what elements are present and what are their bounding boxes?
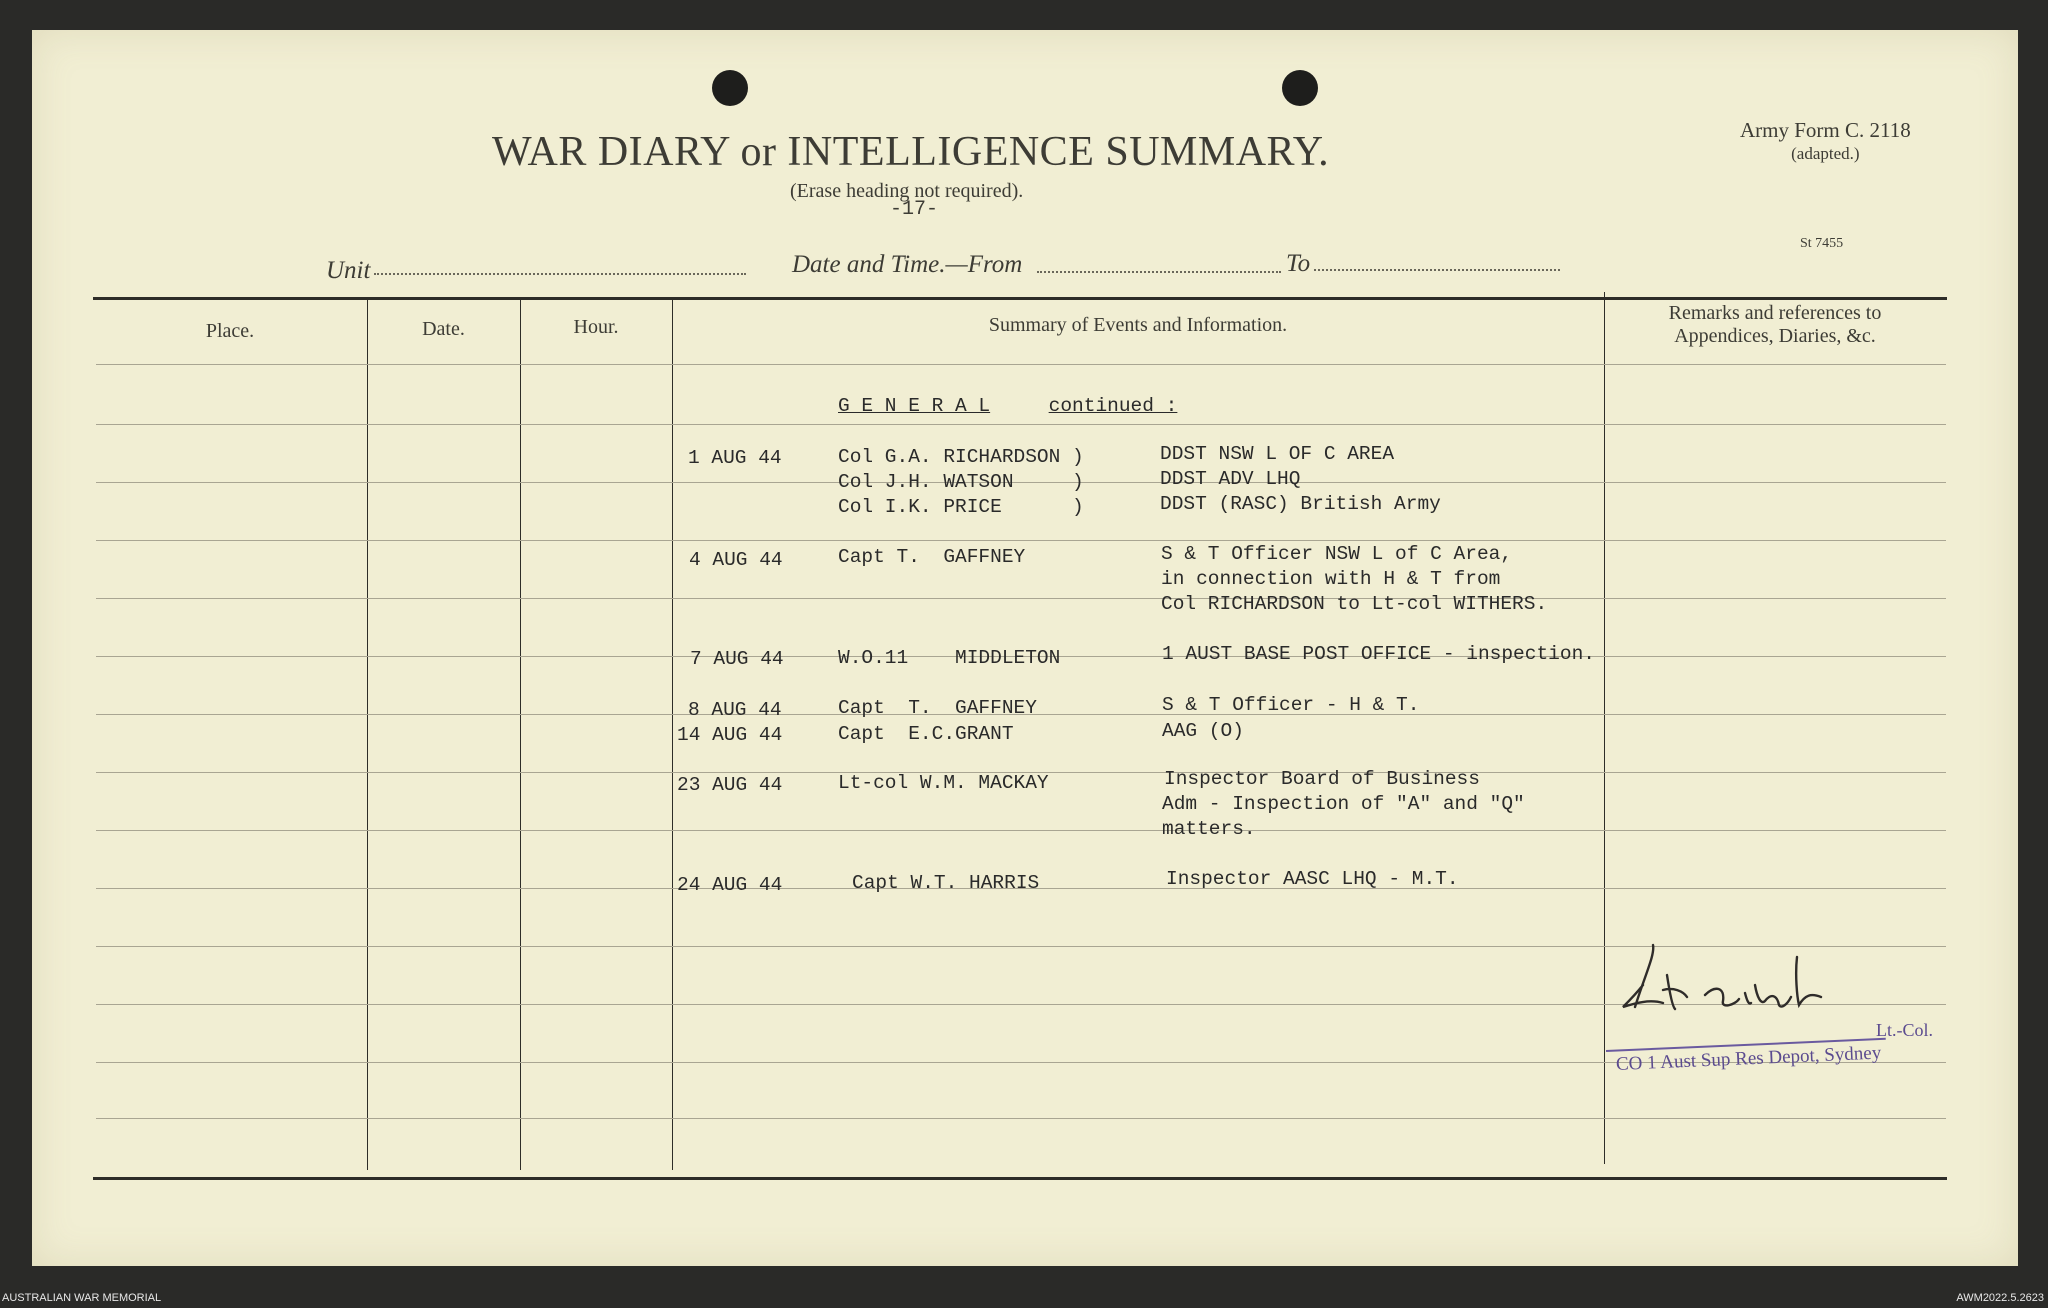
entry-person: Lt-col W.M. MACKAY <box>838 772 1049 794</box>
date-time-from-label: Date and Time.—From <box>792 251 1023 278</box>
entry-person: Capt W.T. HARRIS <box>852 872 1040 894</box>
army-form-label <box>1740 118 1911 166</box>
column-header-summary: Summary of Events and Information. <box>988 314 1288 336</box>
column-divider-place <box>367 298 368 1170</box>
entry-detail: Inspector Board of Business <box>1164 768 1480 790</box>
section-heading <box>838 394 1177 419</box>
ruled-line <box>96 424 1946 425</box>
ruled-line <box>96 598 1946 599</box>
column-header-remarks <box>1604 302 1946 348</box>
remarks-header-line-2: Appendices, Diaries, &c. <box>1674 325 1876 347</box>
signature-rank: Lt.-Col. <box>1876 1020 1933 1040</box>
entry-detail: matters. <box>1162 818 1256 840</box>
entry-detail: Adm - Inspection of "A" and "Q" <box>1162 793 1525 815</box>
column-divider-date <box>520 298 521 1170</box>
punch-hole-right <box>1282 70 1318 106</box>
entry-date: 4 AUG 44 <box>689 549 783 571</box>
footer-reference: AWM2022.5.2623 <box>1956 1292 2044 1304</box>
column-divider-hour <box>672 298 673 1170</box>
entry-detail: S & T Officer - H & T. <box>1162 694 1420 716</box>
section-heading-general: G E N E R A L <box>838 395 991 417</box>
army-form-adapted: (adapted.) <box>1791 144 1860 163</box>
unit-label: Unit <box>326 257 371 284</box>
entry-person: W.O.11 MIDDLETON <box>838 647 1061 669</box>
table-top-border <box>93 297 1947 300</box>
entry-date: 23 AUG 44 <box>677 774 783 796</box>
entry-date: 1 AUG 44 <box>688 447 782 469</box>
ruled-line <box>96 364 1946 365</box>
entry-date: 7 AUG 44 <box>690 648 784 670</box>
entry-detail: AAG (O) <box>1162 720 1244 742</box>
to-label: To <box>1286 250 1311 277</box>
stock-number: St 7455 <box>1800 236 1844 251</box>
form-subtitle: (Erase heading not required). <box>790 180 1024 202</box>
entry-detail: in connection with H & T from <box>1161 568 1501 590</box>
to-field-line <box>1314 269 1560 271</box>
remarks-header-line-1: Remarks and references to <box>1668 302 1882 324</box>
entry-detail: Col RICHARDSON to Lt-col WITHERS. <box>1161 593 1548 615</box>
column-header-hour: Hour. <box>573 316 619 338</box>
form-title: WAR DIARY or INTELLIGENCE SUMMARY. <box>492 129 1330 175</box>
entry-person: Capt E.C.GRANT <box>838 723 1014 745</box>
footer-institution: AUSTRALIAN WAR MEMORIAL <box>2 1292 162 1304</box>
punch-hole-left <box>712 70 748 106</box>
entry-detail: Inspector AASC LHQ - M.T. <box>1166 868 1459 890</box>
unit-field-line <box>374 273 746 275</box>
entry-detail: DDST ADV LHQ <box>1160 468 1301 490</box>
page-number: -17- <box>890 198 939 221</box>
table-bottom-border <box>93 1177 1947 1180</box>
entry-detail: DDST (RASC) British Army <box>1160 493 1441 515</box>
column-header-date: Date. <box>422 318 465 340</box>
ruled-line <box>96 830 1946 831</box>
ruled-line <box>96 540 1946 541</box>
entry-person: Col J.H. WATSON ) <box>838 471 1084 493</box>
unit-stamp: CO 1 Aust Sup Res Depot, Sydney <box>1615 1042 1882 1075</box>
entry-person: Capt T. GAFFNEY <box>838 546 1026 568</box>
entry-date: 14 AUG 44 <box>677 724 783 746</box>
ruled-line <box>96 1118 1946 1119</box>
entry-person: Capt T. GAFFNEY <box>838 697 1037 719</box>
entry-date: 24 AUG 44 <box>677 874 783 896</box>
column-header-place: Place. <box>205 320 255 342</box>
entry-date: 8 AUG 44 <box>688 699 782 721</box>
section-heading-suffix: continued : <box>1048 395 1178 417</box>
entry-detail: 1 AUST BASE POST OFFICE - inspection. <box>1162 643 1595 665</box>
entry-detail: DDST NSW L OF C AREA <box>1160 443 1395 465</box>
army-form-number: Army Form C. 2118 <box>1740 118 1911 142</box>
entry-person: Col I.K. PRICE ) <box>838 496 1084 518</box>
column-divider-summary <box>1604 292 1605 1164</box>
entry-person: Col G.A. RICHARDSON ) <box>838 446 1084 468</box>
handwritten-signature <box>1615 935 1835 1025</box>
entry-detail: S & T Officer NSW L of C Area, <box>1161 543 1513 565</box>
from-field-line <box>1037 271 1281 273</box>
